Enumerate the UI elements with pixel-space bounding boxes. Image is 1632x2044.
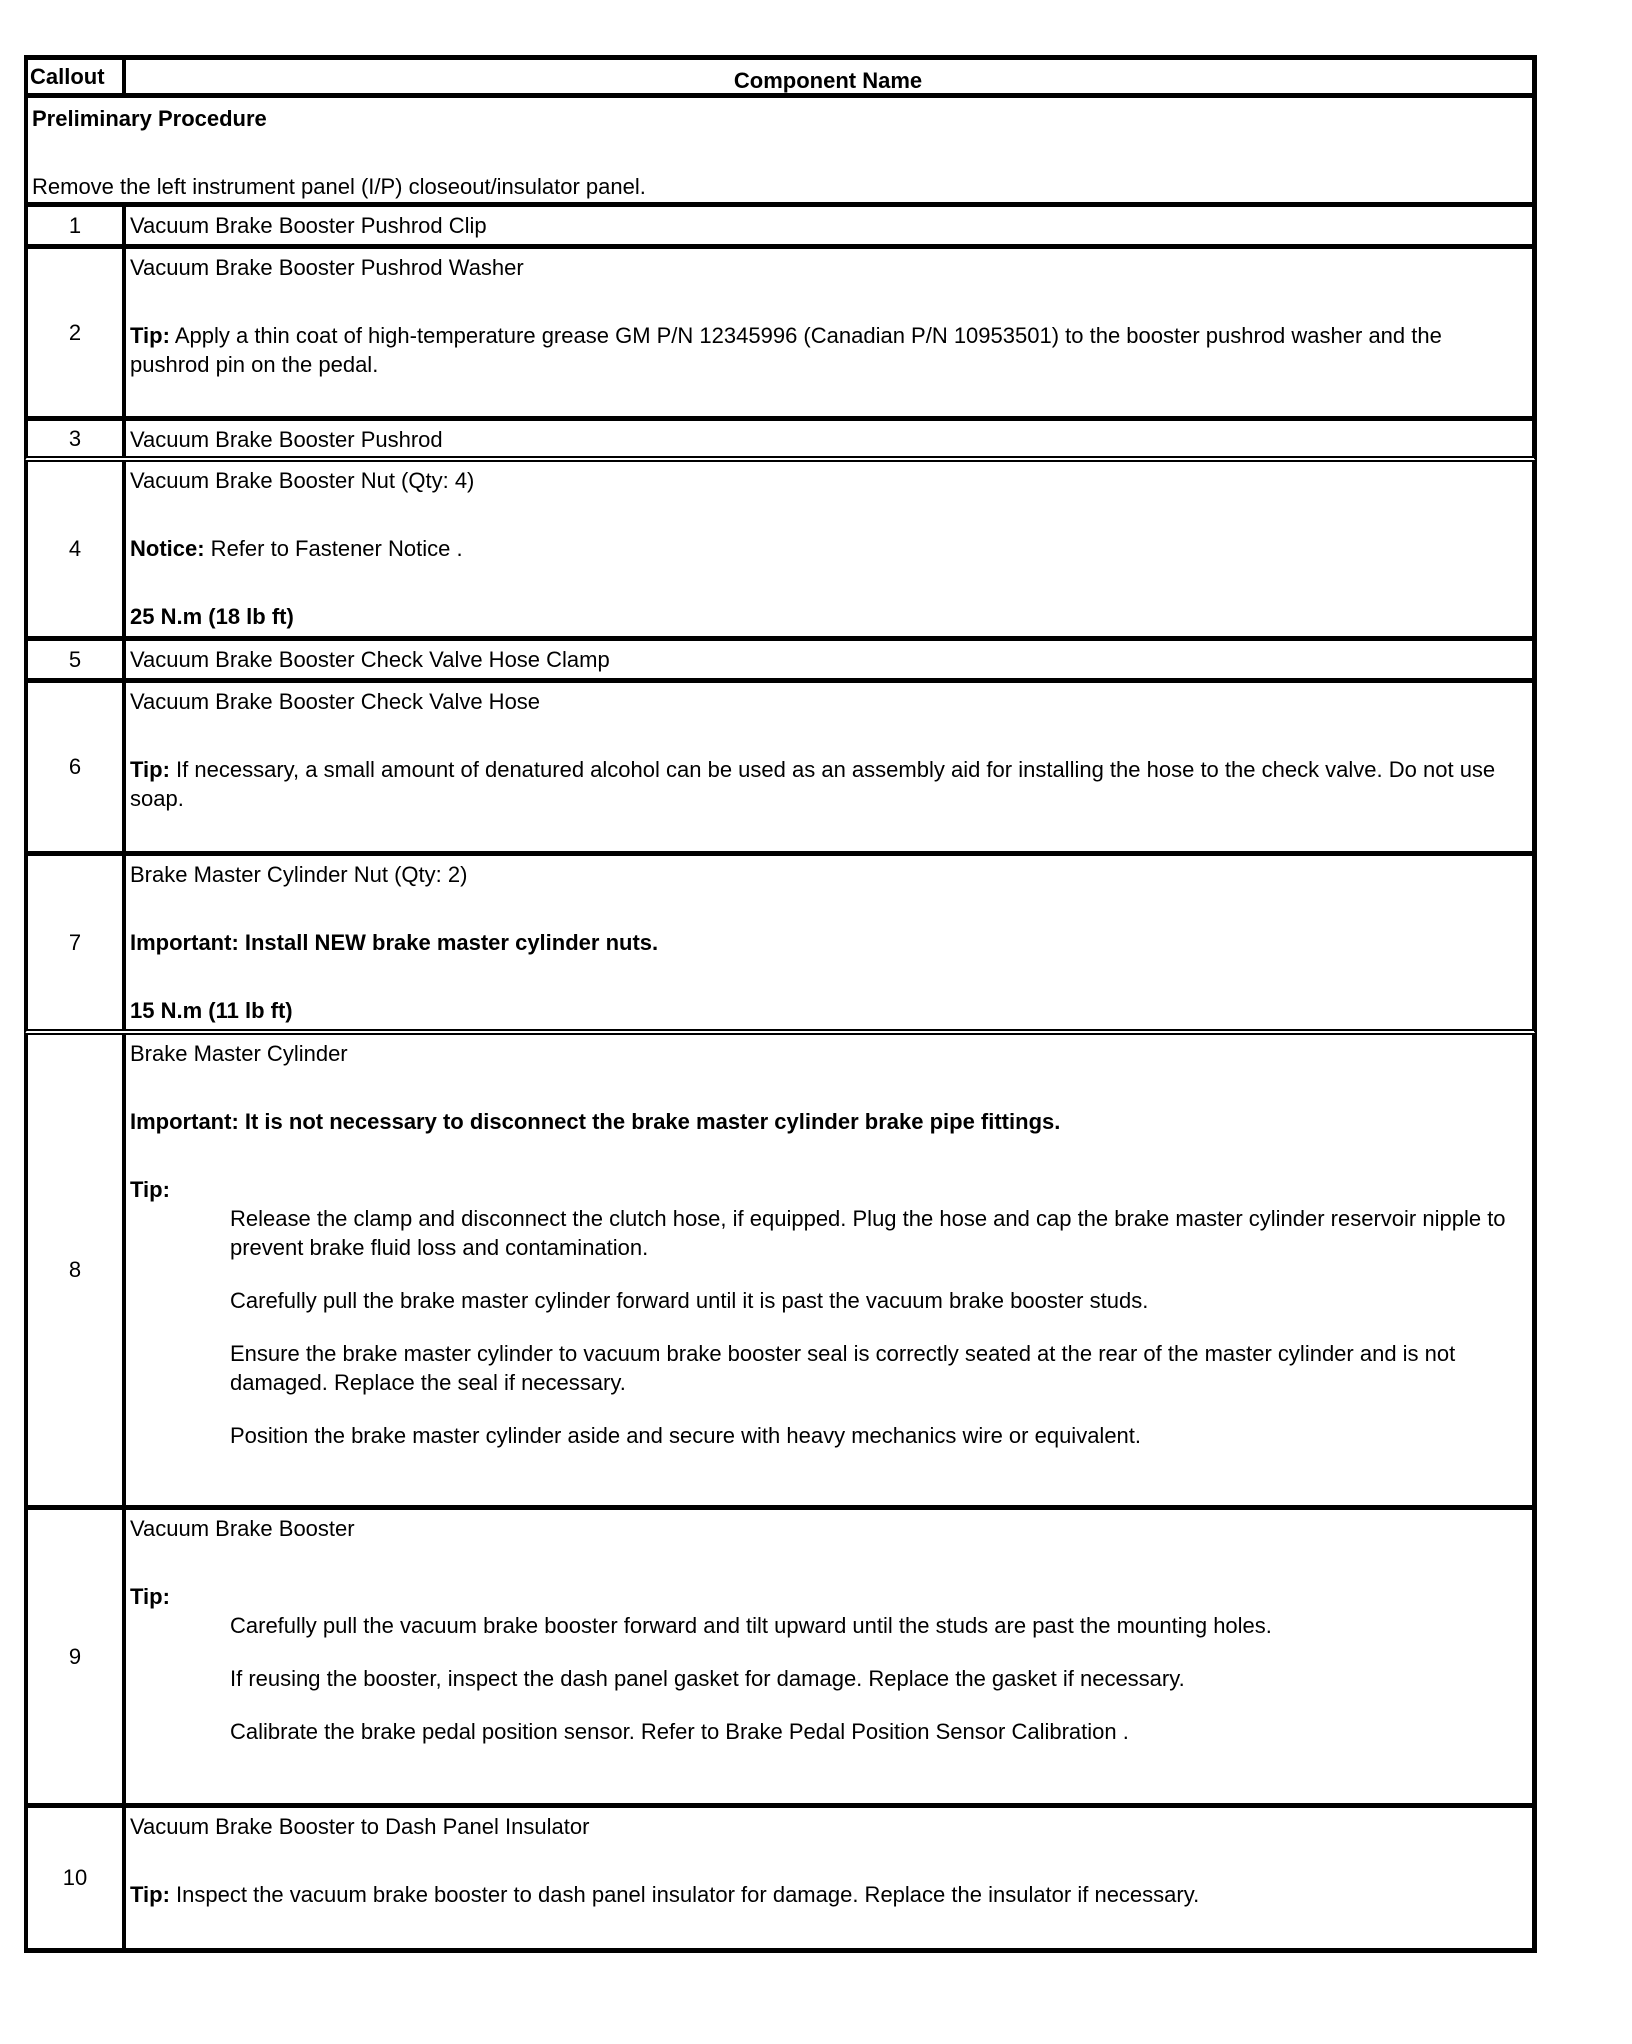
- important-note: Important: Install NEW brake master cylinder nuts.: [130, 930, 659, 955]
- callout-number: 5: [28, 641, 126, 678]
- component-name: Vacuum Brake Booster Nut (Qty: 4): [130, 468, 475, 493]
- notice-label: Notice:: [130, 536, 205, 561]
- preliminary-text: Remove the left instrument panel (I/P) closeout/insulator panel.: [32, 174, 646, 199]
- notice-text: Notice: Refer to Fastener Notice .: [130, 536, 463, 561]
- important-note: Important: It is not necessary to disconnect the brake master cylinder brake pipe fittings.: [130, 1109, 1061, 1134]
- tip-label: Tip:: [130, 1584, 170, 1609]
- tip-text: Tip: If necessary, a small amount of denatured alcohol can be used as an assembly aid for installing the hose to the check valve. Do not use soap.: [130, 757, 1496, 811]
- table-row: [24, 421, 1537, 462]
- tip-step: Carefully pull the vacuum brake booster forward and tilt upward until the studs are past the mounting holes.: [230, 1613, 1272, 1638]
- callout-number: 9: [28, 1510, 126, 1803]
- tip-step: Ensure the brake master cylinder to vacuum brake booster seal is correctly seated at the rear of the master cylinder and is not damaged. Replace the seal if necessary.: [230, 1341, 1456, 1395]
- component-name: Vacuum Brake Booster to Dash Panel Insulator: [130, 1814, 590, 1839]
- table-row: [24, 1510, 1537, 1808]
- callout-number: 3: [28, 421, 126, 456]
- tip-steps: [130, 1204, 1526, 1450]
- table-row: [24, 856, 1537, 1035]
- tip-text: Tip: Inspect the vacuum brake booster to dash panel insulator for damage. Replace the insulator if necessary.: [130, 1882, 1200, 1907]
- tip-label: Tip:: [130, 757, 170, 782]
- component-name: Vacuum Brake Booster: [130, 1516, 355, 1541]
- tip-step: Position the brake master cylinder aside and secure with heavy mechanics wire or equivalent.: [230, 1423, 1142, 1448]
- table-row: [24, 683, 1537, 856]
- table-row: [24, 462, 1537, 641]
- callout-number: 1: [28, 207, 126, 244]
- tip-label: Tip:: [130, 1882, 170, 1907]
- table-row: [24, 1808, 1537, 1953]
- callout-number: 8: [28, 1035, 126, 1505]
- torque-spec: 25 N.m (18 lb ft): [130, 604, 294, 629]
- header-component-name: Component Name: [733, 68, 923, 93]
- component-name: Brake Master Cylinder Nut (Qty: 2): [130, 862, 468, 887]
- callout-number: 6: [28, 683, 126, 851]
- component-name: Vacuum Brake Booster Pushrod Clip: [130, 213, 487, 238]
- table-row: [24, 207, 1537, 249]
- header-callout: Callout: [28, 60, 126, 93]
- tip-step: Calibrate the brake pedal position sensor. Refer to Brake Pedal Position Sensor Calibration .: [230, 1719, 1129, 1744]
- component-name: Vacuum Brake Booster Pushrod Washer: [130, 255, 524, 280]
- callout-number: 2: [28, 249, 126, 416]
- tip-step: Release the clamp and disconnect the clutch hose, if equipped. Plug the hose and cap the brake master cylinder reservoir nipple to prevent brake fluid loss and contamination.: [230, 1206, 1506, 1260]
- tip-step: If reusing the booster, inspect the dash panel gasket for damage. Replace the gasket if necessary.: [230, 1666, 1185, 1691]
- tip-steps: [130, 1611, 1526, 1746]
- preliminary-title: Preliminary Procedure: [32, 106, 267, 131]
- torque-spec: 15 N.m (11 lb ft): [130, 998, 293, 1023]
- preliminary-procedure-row: [24, 98, 1537, 207]
- tip-label: Tip:: [130, 1177, 170, 1202]
- tip-label: Tip:: [130, 323, 170, 348]
- callout-number: 7: [28, 856, 126, 1029]
- table-row: [24, 1035, 1537, 1510]
- tip-text: Tip: Apply a thin coat of high-temperature grease GM P/N 12345996 (Canadian P/N 10953501) to the booster pushrod washer and the pushrod pin on the pedal.: [130, 323, 1442, 377]
- component-name: Vacuum Brake Booster Check Valve Hose: [130, 689, 541, 714]
- component-table: [24, 55, 1537, 1953]
- table-row: [24, 641, 1537, 683]
- tip-step: Carefully pull the brake master cylinder forward until it is past the vacuum brake booster studs.: [230, 1288, 1149, 1313]
- callout-number: 4: [28, 462, 126, 636]
- component-name: Vacuum Brake Booster Pushrod: [130, 427, 443, 452]
- table-row: [24, 249, 1537, 421]
- component-name: Brake Master Cylinder: [130, 1041, 348, 1066]
- component-name: Vacuum Brake Booster Check Valve Hose Clamp: [130, 647, 610, 672]
- table-header-row: [24, 55, 1537, 98]
- callout-number: 10: [28, 1808, 126, 1948]
